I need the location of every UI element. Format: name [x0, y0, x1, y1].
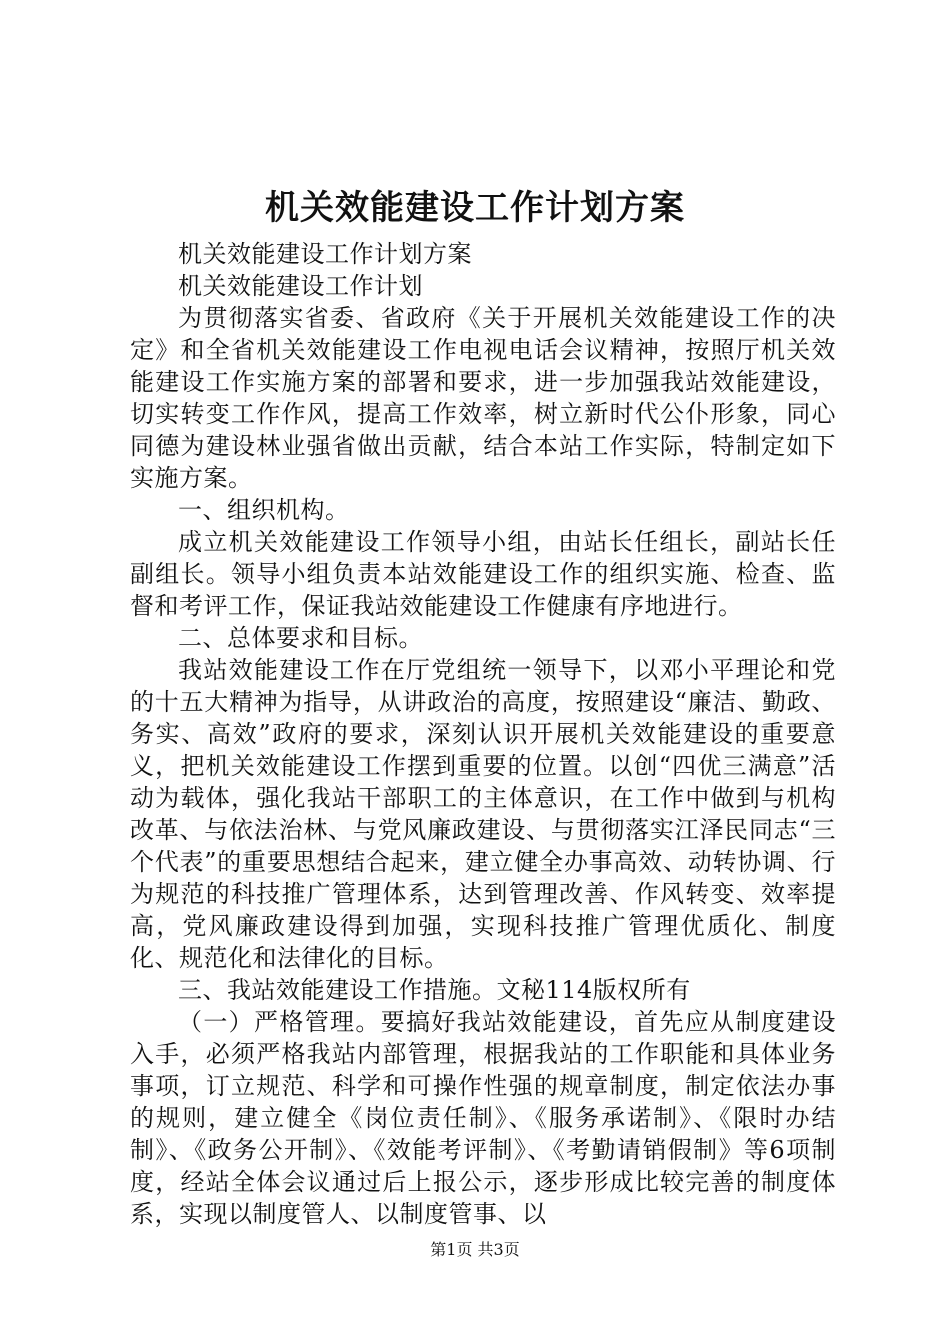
section-heading: 一、组织机构。: [178, 496, 350, 524]
paragraph: 我站效能建设工作在厅党组统一领导下，以邓小平理论和党的十五大精神为指导，从讲政治的高度，按照建设“廉洁、勤政、务实、高效”政府的要求，深刻认识开展机关效能建设的重要意义，把机关效能建设工作摆到重要的位置。以创“四优三满意”活动为载体，强化我站干部职工的主体意识，在工作中做到与机构改革、与依法治林、与党风廉政建设、与贯彻落实江泽民同志“三个代表”的重要思想结合起来，建立健全办事高效、动转协调、行为规范的科技推广管理体系，达到管理改善、作风转变、效率提高，党风廉政建设得到加强，实现科技推广管理优质化、制度化、规范化和法律化的目标。: [130, 656, 836, 972]
paragraph: 为贯彻落实省委、省政府《关于开展机关效能建设工作的决定》和全省机关效能建设工作电视电话会议精神，按照厅机关效能建设工作实施方案的部署和要求，进一步加强我站效能建设，切实转变工作作风，提高工作效率，树立新时代公仆形象，同心同德为建设林业强省做出贡献，结合本站工作实际，特制定如下实施方案。: [130, 304, 836, 492]
document-body: [130, 238, 836, 1230]
paragraph: 机关效能建设工作计划方案: [178, 240, 472, 268]
section-heading: 三、我站效能建设工作措施。文秘114版权所有: [178, 976, 691, 1004]
page-number: 第1页 共3页: [430, 1240, 520, 1259]
paragraph: 机关效能建设工作计划: [178, 272, 423, 300]
paragraph: （一）严格管理。要搞好我站效能建设，首先应从制度建设入手，必须严格我站内部管理，根据我站的工作职能和具体业务事项，订立规范、科学和可操作性强的规章制度，制定依法办事的规则，建立健全《岗位责任制》、《服务承诺制》、《限时办结制》、《政务公开制》、《效能考评制》、《考勤请销假制》等6项制度，经站全体会议通过后上报公示，逐步形成比较完善的制度体系，实现以制度管人、以制度管事、以: [130, 1008, 836, 1228]
paragraph: 成立机关效能建设工作领导小组，由站长任组长，副站长任副组长。领导小组负责本站效能建设工作的组织实施、检查、监督和考评工作，保证我站效能建设工作健康有序地进行。: [130, 528, 836, 620]
section-heading: 二、总体要求和目标。: [178, 624, 423, 652]
document-title: 机关效能建设工作计划方案: [265, 188, 685, 228]
